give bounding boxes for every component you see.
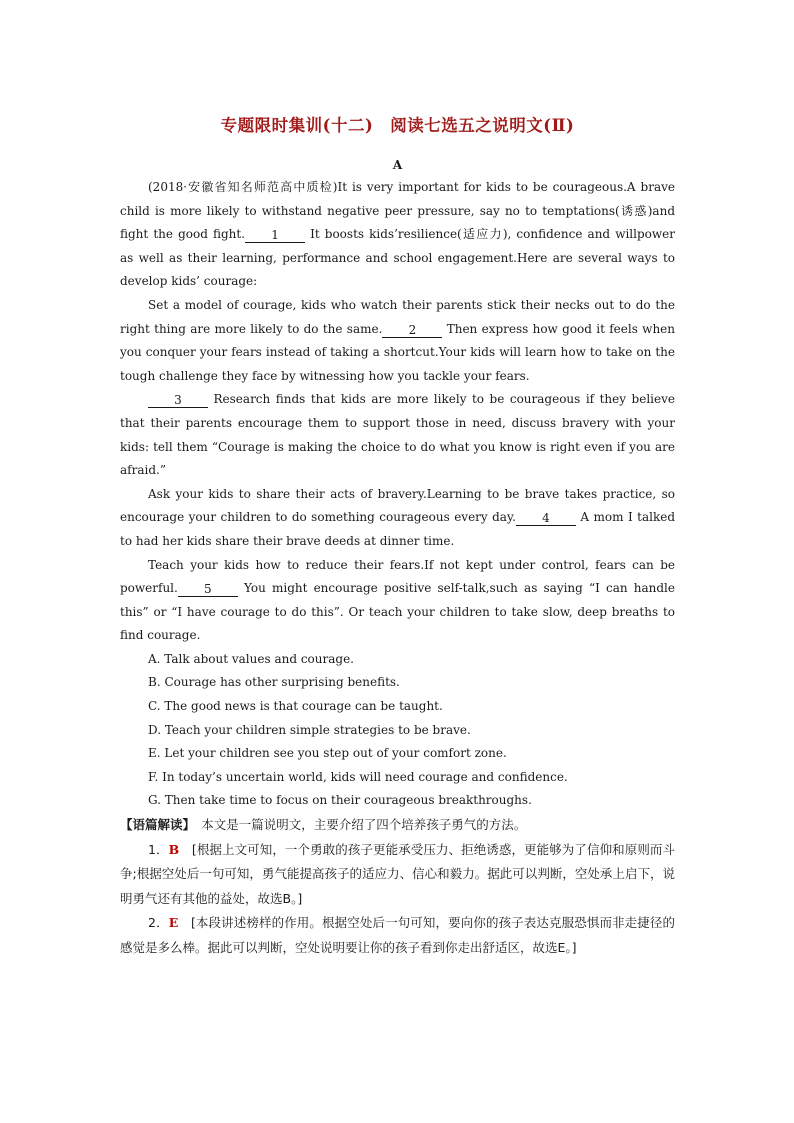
blank-2: 2 bbox=[382, 322, 442, 338]
paragraph-1 bbox=[120, 176, 675, 294]
paragraph-4 bbox=[120, 483, 675, 554]
blank-5: 5 bbox=[178, 581, 238, 597]
option-a: A. Talk about values and courage. bbox=[148, 651, 354, 666]
option-d: D. Teach your children simple strategies to be brave. bbox=[148, 722, 471, 737]
option-b: B. Courage has other surprising benefits. bbox=[148, 675, 400, 690]
page-title: 专题限时集训(十二) 阅读七选五之说明文(Ⅱ) bbox=[220, 116, 575, 135]
paragraph-text: It boosts kids’resilience(适应力), confidence and willpower as well as their learning, performance and school engagement.Here are several ways to develop kids’ courage: bbox=[120, 227, 675, 289]
answer-explanation: [根据上文可知，一个勇敢的孩子更能承受压力、拒绝诱惑，更能够为了信仰和原则而斗争;根据空处后一句可知，勇气能提高孩子的适应力、信心和毅力。据此可以判断，空处承上启下，说明勇气还有其他的益处，故选B。] bbox=[120, 841, 675, 906]
option-g: G. Then take time to focus on their courageous breakthroughs. bbox=[148, 793, 532, 808]
answer-2 bbox=[120, 911, 675, 960]
paragraph-5 bbox=[120, 554, 675, 648]
paragraph-text: (2018·安徽省知名师范高中质检)It is very important for kids to be courageous.A brave child is more likely to withstand negative peer pressure, say no to temptations(诱惑)and fight the good fight. bbox=[120, 180, 675, 242]
option-c: C. The good news is that courage can be taught. bbox=[148, 699, 443, 714]
option-e: E. Let your children see you step out of your comfort zone. bbox=[148, 746, 507, 761]
analysis-text: 本文是一篇说明文，主要介绍了四个培养孩子勇气的方法。 bbox=[188, 817, 527, 833]
paragraph-text: Research finds that kids are more likely to be courageous if they believe that their parents encourage them to support those in need, discuss bravery with your kids: tell them “Courage is making the choice to do what you know is right even if you are afraid.” bbox=[120, 392, 675, 478]
analysis-label: 【语篇解读】 bbox=[120, 817, 189, 833]
blank-1: 1 bbox=[245, 227, 305, 243]
option-f: F. In today’s uncertain world, kids will need courage and confidence. bbox=[148, 769, 568, 784]
paragraph-text: A mom I talked to had her kids share their brave deeds at dinner time. bbox=[120, 510, 675, 548]
paragraph-text: Then express how good it feels when you conquer your fears instead of taking a shortcut.Your kids will learn how to take on the tough challenge they face by witnessing how you tackle your fears. bbox=[120, 321, 676, 383]
paragraph-3 bbox=[120, 388, 675, 482]
text-analysis bbox=[120, 813, 675, 838]
answer-number: 2． bbox=[148, 915, 169, 931]
paragraph-text: You might encourage positive self-talk,such as saying “I can handle this” or “I have courage to do this”. Or teach your children to take slow, deep breaths to find courage. bbox=[120, 581, 675, 643]
document-page bbox=[120, 112, 675, 960]
answer-1 bbox=[120, 838, 675, 912]
paragraph-text: Ask your kids to share their acts of bravery.Learning to be brave takes practice, so encourage your children to do something courageous every day. bbox=[120, 486, 675, 525]
blank-4: 4 bbox=[516, 510, 576, 526]
answer-number: 1． bbox=[148, 841, 169, 857]
answer-letter: E bbox=[168, 915, 179, 931]
blank-3: 3 bbox=[148, 392, 208, 408]
section-label: A bbox=[392, 158, 403, 172]
paragraph-2 bbox=[120, 294, 675, 388]
answer-letter: B bbox=[168, 841, 180, 857]
answer-explanation: [本段讲述榜样的作用。根据空处后一句可知，要向你的孩子表达克服恐惧而非走捷径的感觉是多么棒。据此可以判断，空处说明要让你的孩子看到你走出舒适区，故选E。] bbox=[120, 915, 676, 955]
paragraph-text: Set a model of courage, kids who watch their parents stick their necks out to do the right thing are more likely to do the same. bbox=[120, 297, 675, 336]
paragraph-text: Teach your kids how to reduce their fears.If not kept under control, fears can be powerful. bbox=[120, 557, 675, 596]
